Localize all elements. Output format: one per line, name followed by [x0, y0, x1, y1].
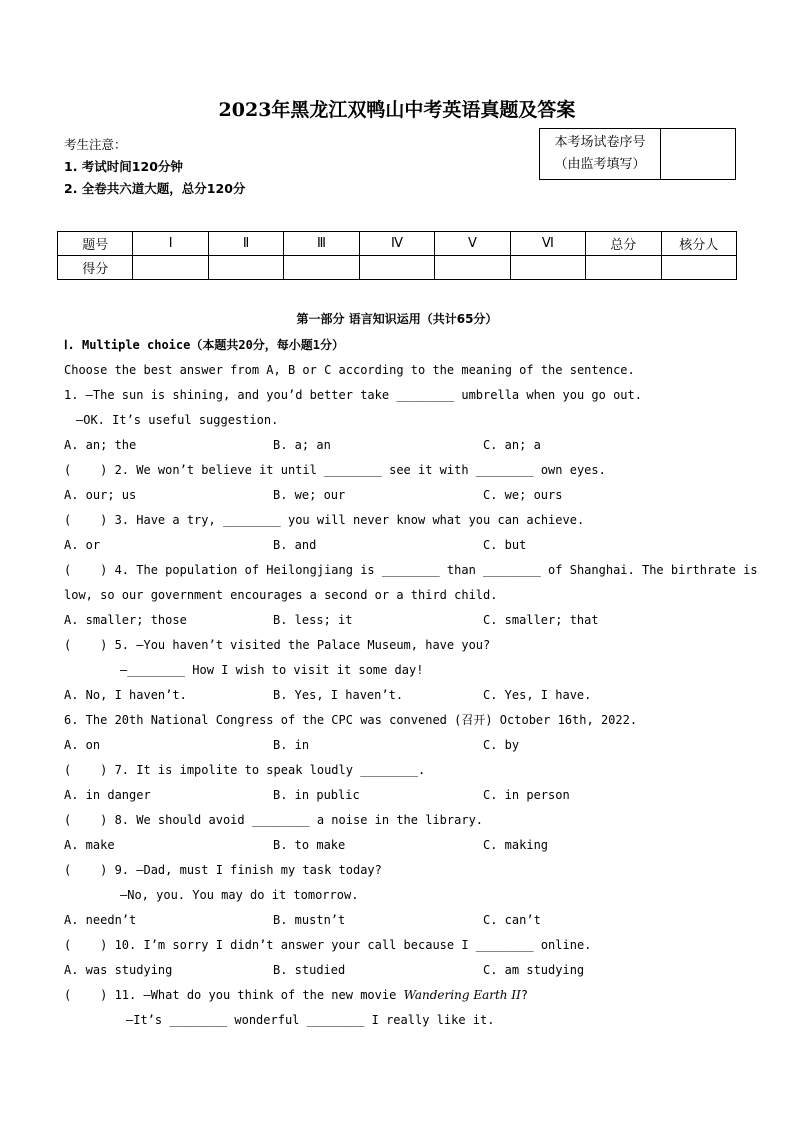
- option-b: B. studied: [273, 963, 346, 977]
- option-a: A. our; us: [64, 488, 137, 502]
- q11-stem-start: ( ) 11. —What do you think of the new movie: [64, 988, 404, 1002]
- score-row-label: 得分: [58, 256, 133, 280]
- option-a: A. in danger: [64, 788, 151, 802]
- score-header-cell: 总分: [586, 232, 661, 256]
- option-c: C. am studying: [483, 963, 585, 977]
- movie-title: Wandering Earth II: [403, 988, 521, 1002]
- option-c: C. by: [483, 738, 520, 752]
- option-a: A. smaller; those: [64, 613, 187, 627]
- question-stem-continued: low, so our government encourages a second or a third child.: [64, 588, 498, 602]
- question-options: [64, 733, 754, 758]
- score-cell: [284, 256, 359, 280]
- option-b: B. mustn’t: [273, 913, 346, 927]
- option-a: A. on: [64, 738, 101, 752]
- score-cell: [510, 256, 585, 280]
- option-c: C. we; ours: [483, 488, 563, 502]
- question-body: [64, 333, 758, 1033]
- score-cell: [208, 256, 283, 280]
- option-c: C. smaller; that: [483, 613, 599, 627]
- serial-label-line2: （由监考填写）: [554, 157, 646, 172]
- question-stem: ( ) 8. We should avoid ________ a noise in the library.: [64, 813, 484, 827]
- question-reply: —No, you. You may do it tomorrow.: [120, 888, 359, 902]
- question-reply: —It’s ________ wonderful ________ I really like it.: [126, 1013, 495, 1027]
- score-cell: [359, 256, 434, 280]
- option-a: A. No, I haven’t.: [64, 688, 187, 702]
- section-title: 第一部分 语言知识运用（共计65分）: [296, 312, 498, 326]
- question-options: [64, 433, 754, 458]
- score-header-cell: Ⅴ: [435, 232, 510, 256]
- notes-heading: 考生注意：: [64, 137, 127, 152]
- score-header-cell: Ⅳ: [359, 232, 434, 256]
- option-c: C. but: [483, 538, 527, 552]
- option-c: C. can’t: [483, 913, 541, 927]
- question-options: [64, 908, 754, 933]
- option-c: C. an; a: [483, 438, 541, 452]
- option-b: B. Yes, I haven’t.: [273, 688, 404, 702]
- q11-stem-end: ?: [520, 988, 529, 1002]
- question-stem: ( ) 7. It is impolite to speak loudly ________.: [64, 763, 426, 777]
- option-c: C. Yes, I have.: [483, 688, 592, 702]
- option-a: A. make: [64, 838, 115, 852]
- option-b: B. in public: [273, 788, 360, 802]
- option-b: B. less; it: [273, 613, 353, 627]
- question-stem: ( ) 5. —You haven’t visited the Palace Museum, have you?: [64, 638, 491, 652]
- option-b: B. and: [273, 538, 317, 552]
- page-title: 2023年黑龙江双鸭山中考英语真题及答案: [218, 99, 576, 121]
- question-options: [64, 608, 754, 633]
- score-header-cell: 核分人: [661, 232, 737, 256]
- question-stem: ( ) 4. The population of Heilongjiang is ________ than ________ of Shanghai. The birthrate is: [64, 563, 758, 577]
- serial-number-box: [539, 128, 736, 180]
- score-cell: [661, 256, 737, 280]
- score-cell: [586, 256, 661, 280]
- question-options: [64, 833, 754, 858]
- serial-label: [540, 129, 661, 180]
- exam-notes: [64, 134, 245, 200]
- question-options: [64, 483, 754, 508]
- score-header-cell: Ⅲ: [284, 232, 359, 256]
- option-a: A. or: [64, 538, 101, 552]
- part-instruction: Choose the best answer from A, B or C according to the meaning of the sentence.: [64, 363, 635, 377]
- option-b: B. to make: [273, 838, 346, 852]
- question-stem: ( ) 2. We won’t believe it until ________ see it with ________ own eyes.: [64, 463, 606, 477]
- question-options: [64, 533, 754, 558]
- question-stem: [64, 983, 754, 1008]
- score-table: [57, 231, 737, 280]
- question-reply: —OK. It’s useful suggestion.: [76, 413, 279, 427]
- score-header-cell: Ⅰ: [133, 232, 208, 256]
- option-c: C. making: [483, 838, 549, 852]
- score-header-row: [58, 232, 737, 256]
- serial-label-line1: 本考场试卷序号: [554, 135, 646, 150]
- question-options: [64, 958, 754, 983]
- score-header-cell: 题号: [58, 232, 133, 256]
- note-item: 2. 全卷共六道大题，总分120分: [64, 181, 246, 196]
- score-cell: [435, 256, 510, 280]
- score-cell: [133, 256, 208, 280]
- score-row: [58, 256, 737, 280]
- part-heading: Ⅰ. Multiple choice（本题共20分，每小题1分）: [64, 338, 345, 352]
- option-c: C. in person: [483, 788, 570, 802]
- question-reply: —________ How I wish to visit it some day!: [120, 663, 424, 677]
- question-stem: 6. The 20th National Congress of the CPC was convened (召开) October 16th, 2022.: [64, 713, 638, 727]
- question-options: [64, 683, 754, 708]
- option-a: A. an; the: [64, 438, 137, 452]
- question-stem: ( ) 10. I’m sorry I didn’t answer your call because I ________ online.: [64, 938, 592, 952]
- score-header-cell: Ⅵ: [510, 232, 585, 256]
- question-stem: 1. —The sun is shining, and you’d better take ________ umbrella when you go out.: [64, 388, 642, 402]
- note-item: 1. 考试时间120分钟: [64, 159, 183, 174]
- option-b: B. in: [273, 738, 310, 752]
- score-header-cell: Ⅱ: [208, 232, 283, 256]
- option-b: B. we; our: [273, 488, 346, 502]
- question-stem: ( ) 3. Have a try, ________ you will never know what you can achieve.: [64, 513, 585, 527]
- option-b: B. a; an: [273, 438, 331, 452]
- serial-blank-cell: [661, 129, 736, 180]
- option-a: A. needn’t: [64, 913, 137, 927]
- option-a: A. was studying: [64, 963, 173, 977]
- question-stem: ( ) 9. —Dad, must I finish my task today?: [64, 863, 382, 877]
- question-options: [64, 783, 754, 808]
